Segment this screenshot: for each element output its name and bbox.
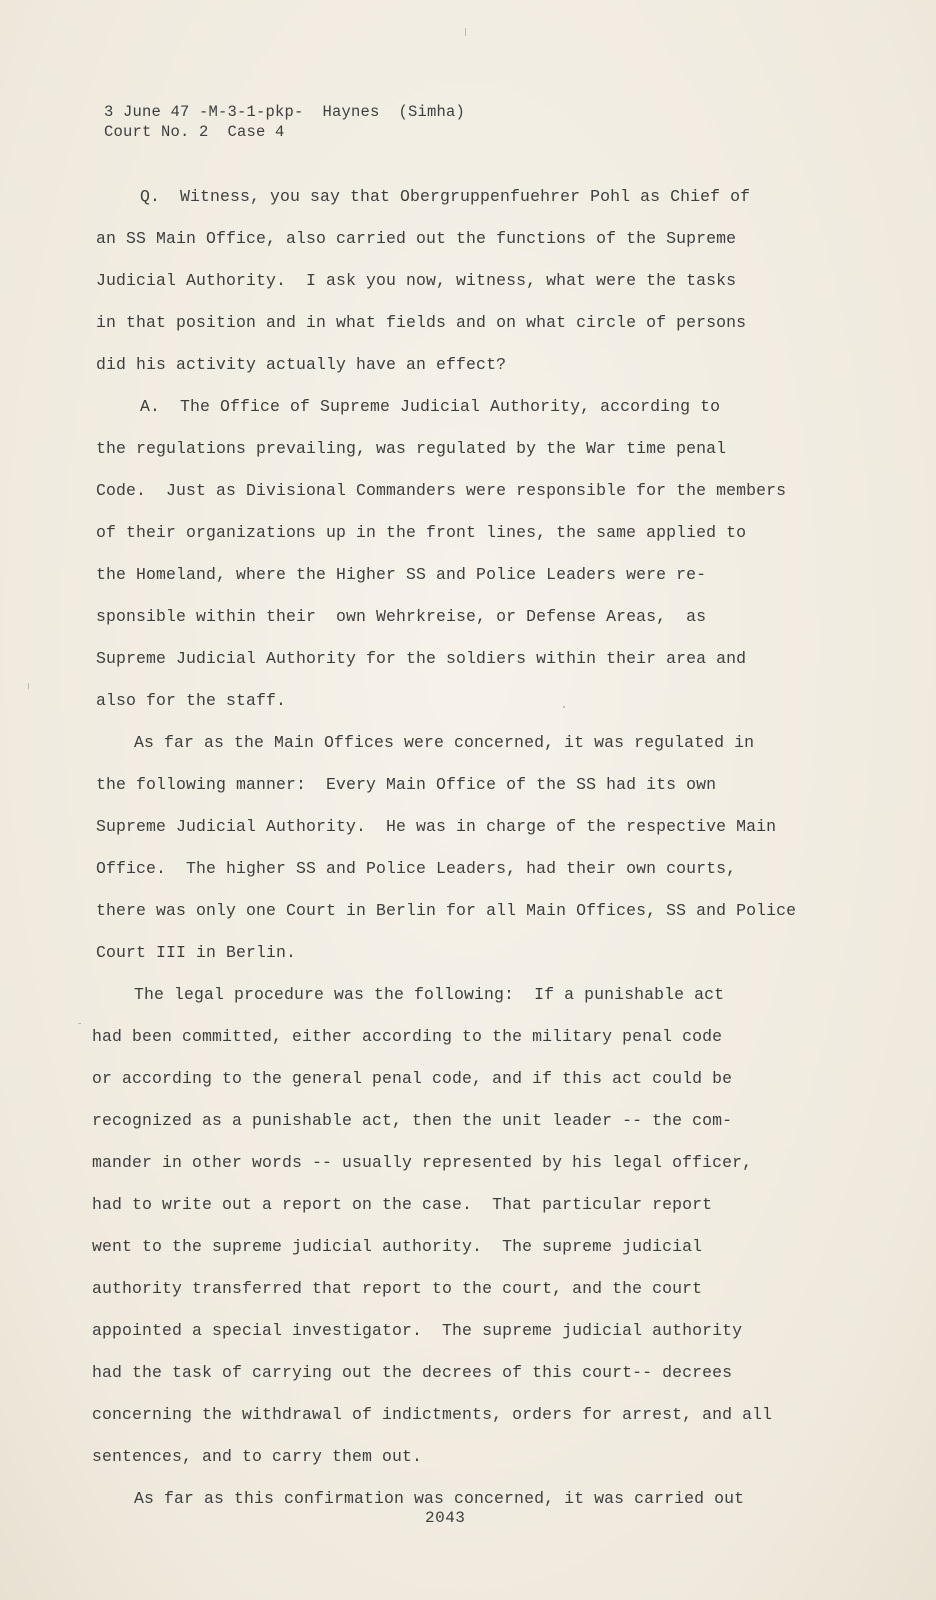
body-line: had the task of carrying out the decrees of this court-- decrees (92, 1363, 733, 1382)
body-line: went to the supreme judicial authority. The supreme judicial (92, 1237, 703, 1256)
body-line: an SS Main Office, also carried out the functions of the Supreme (96, 229, 737, 248)
body-line: Supreme Judicial Authority for the soldiers within their area and (96, 649, 747, 668)
body-line: Code. Just as Divisional Commanders were responsible for the members (96, 481, 787, 500)
body-line: Office. The higher SS and Police Leaders, had their own courts, (96, 859, 737, 878)
header-line-date-reference: 3 June 47 -M-3-1-pkp- Haynes (Simha) (104, 103, 466, 121)
body-line: sentences, and to carry them out. (92, 1447, 423, 1466)
body-line: recognized as a punishable act, then the unit leader -- the com- (92, 1111, 733, 1130)
transcript-header (104, 102, 465, 142)
body-line: of their organizations up in the front lines, the same applied to (96, 523, 747, 542)
body-line: The legal procedure was the following: If a punishable act (134, 985, 725, 1004)
body-line: mander in other words -- usually represented by his legal officer, (92, 1153, 753, 1172)
body-line: appointed a special investigator. The supreme judicial authority (92, 1321, 743, 1340)
body-line: Q. Witness, you say that Obergruppenfuehrer Pohl as Chief of (140, 187, 751, 206)
body-line: the following manner: Every Main Office of the SS had its own (96, 775, 717, 794)
body-line: had been committed, either according to the military penal code (92, 1027, 723, 1046)
body-line: Court III in Berlin. (96, 943, 297, 962)
scan-speck (78, 1023, 81, 1024)
body-line: the Homeland, where the Higher SS and Police Leaders were re- (96, 565, 707, 584)
scan-speck (28, 683, 29, 689)
body-line: A. The Office of Supreme Judicial Authority, according to (140, 397, 721, 416)
body-line: authority transferred that report to the court, and the court (92, 1279, 703, 1298)
scan-speck (465, 28, 466, 36)
body-line: As far as the Main Offices were concerned, it was regulated in (134, 733, 755, 752)
body-line: or according to the general penal code, and if this act could be (92, 1069, 733, 1088)
body-line: Supreme Judicial Authority. He was in charge of the respective Main (96, 817, 777, 836)
body-line: there was only one Court in Berlin for all Main Offices, SS and Police (96, 901, 797, 920)
body-line: in that position and in what fields and on what circle of persons (96, 313, 747, 332)
header-line-court-case: Court No. 2 Case 4 (104, 123, 285, 141)
body-line: the regulations prevailing, was regulated by the War time penal (96, 439, 727, 458)
scan-speck (563, 706, 565, 708)
body-line: sponsible within their own Wehrkreise, or Defense Areas, as (96, 607, 707, 626)
body-line: did his activity actually have an effect? (96, 355, 507, 374)
body-line: concerning the withdrawal of indictments, orders for arrest, and all (92, 1405, 773, 1424)
body-line: Judicial Authority. I ask you now, witness, what were the tasks (96, 271, 737, 290)
body-line: also for the staff. (96, 691, 287, 710)
page-number: 2043 (425, 1509, 466, 1527)
body-line: had to write out a report on the case. That particular report (92, 1195, 713, 1214)
body-line: As far as this confirmation was concerned, it was carried out (134, 1489, 745, 1508)
